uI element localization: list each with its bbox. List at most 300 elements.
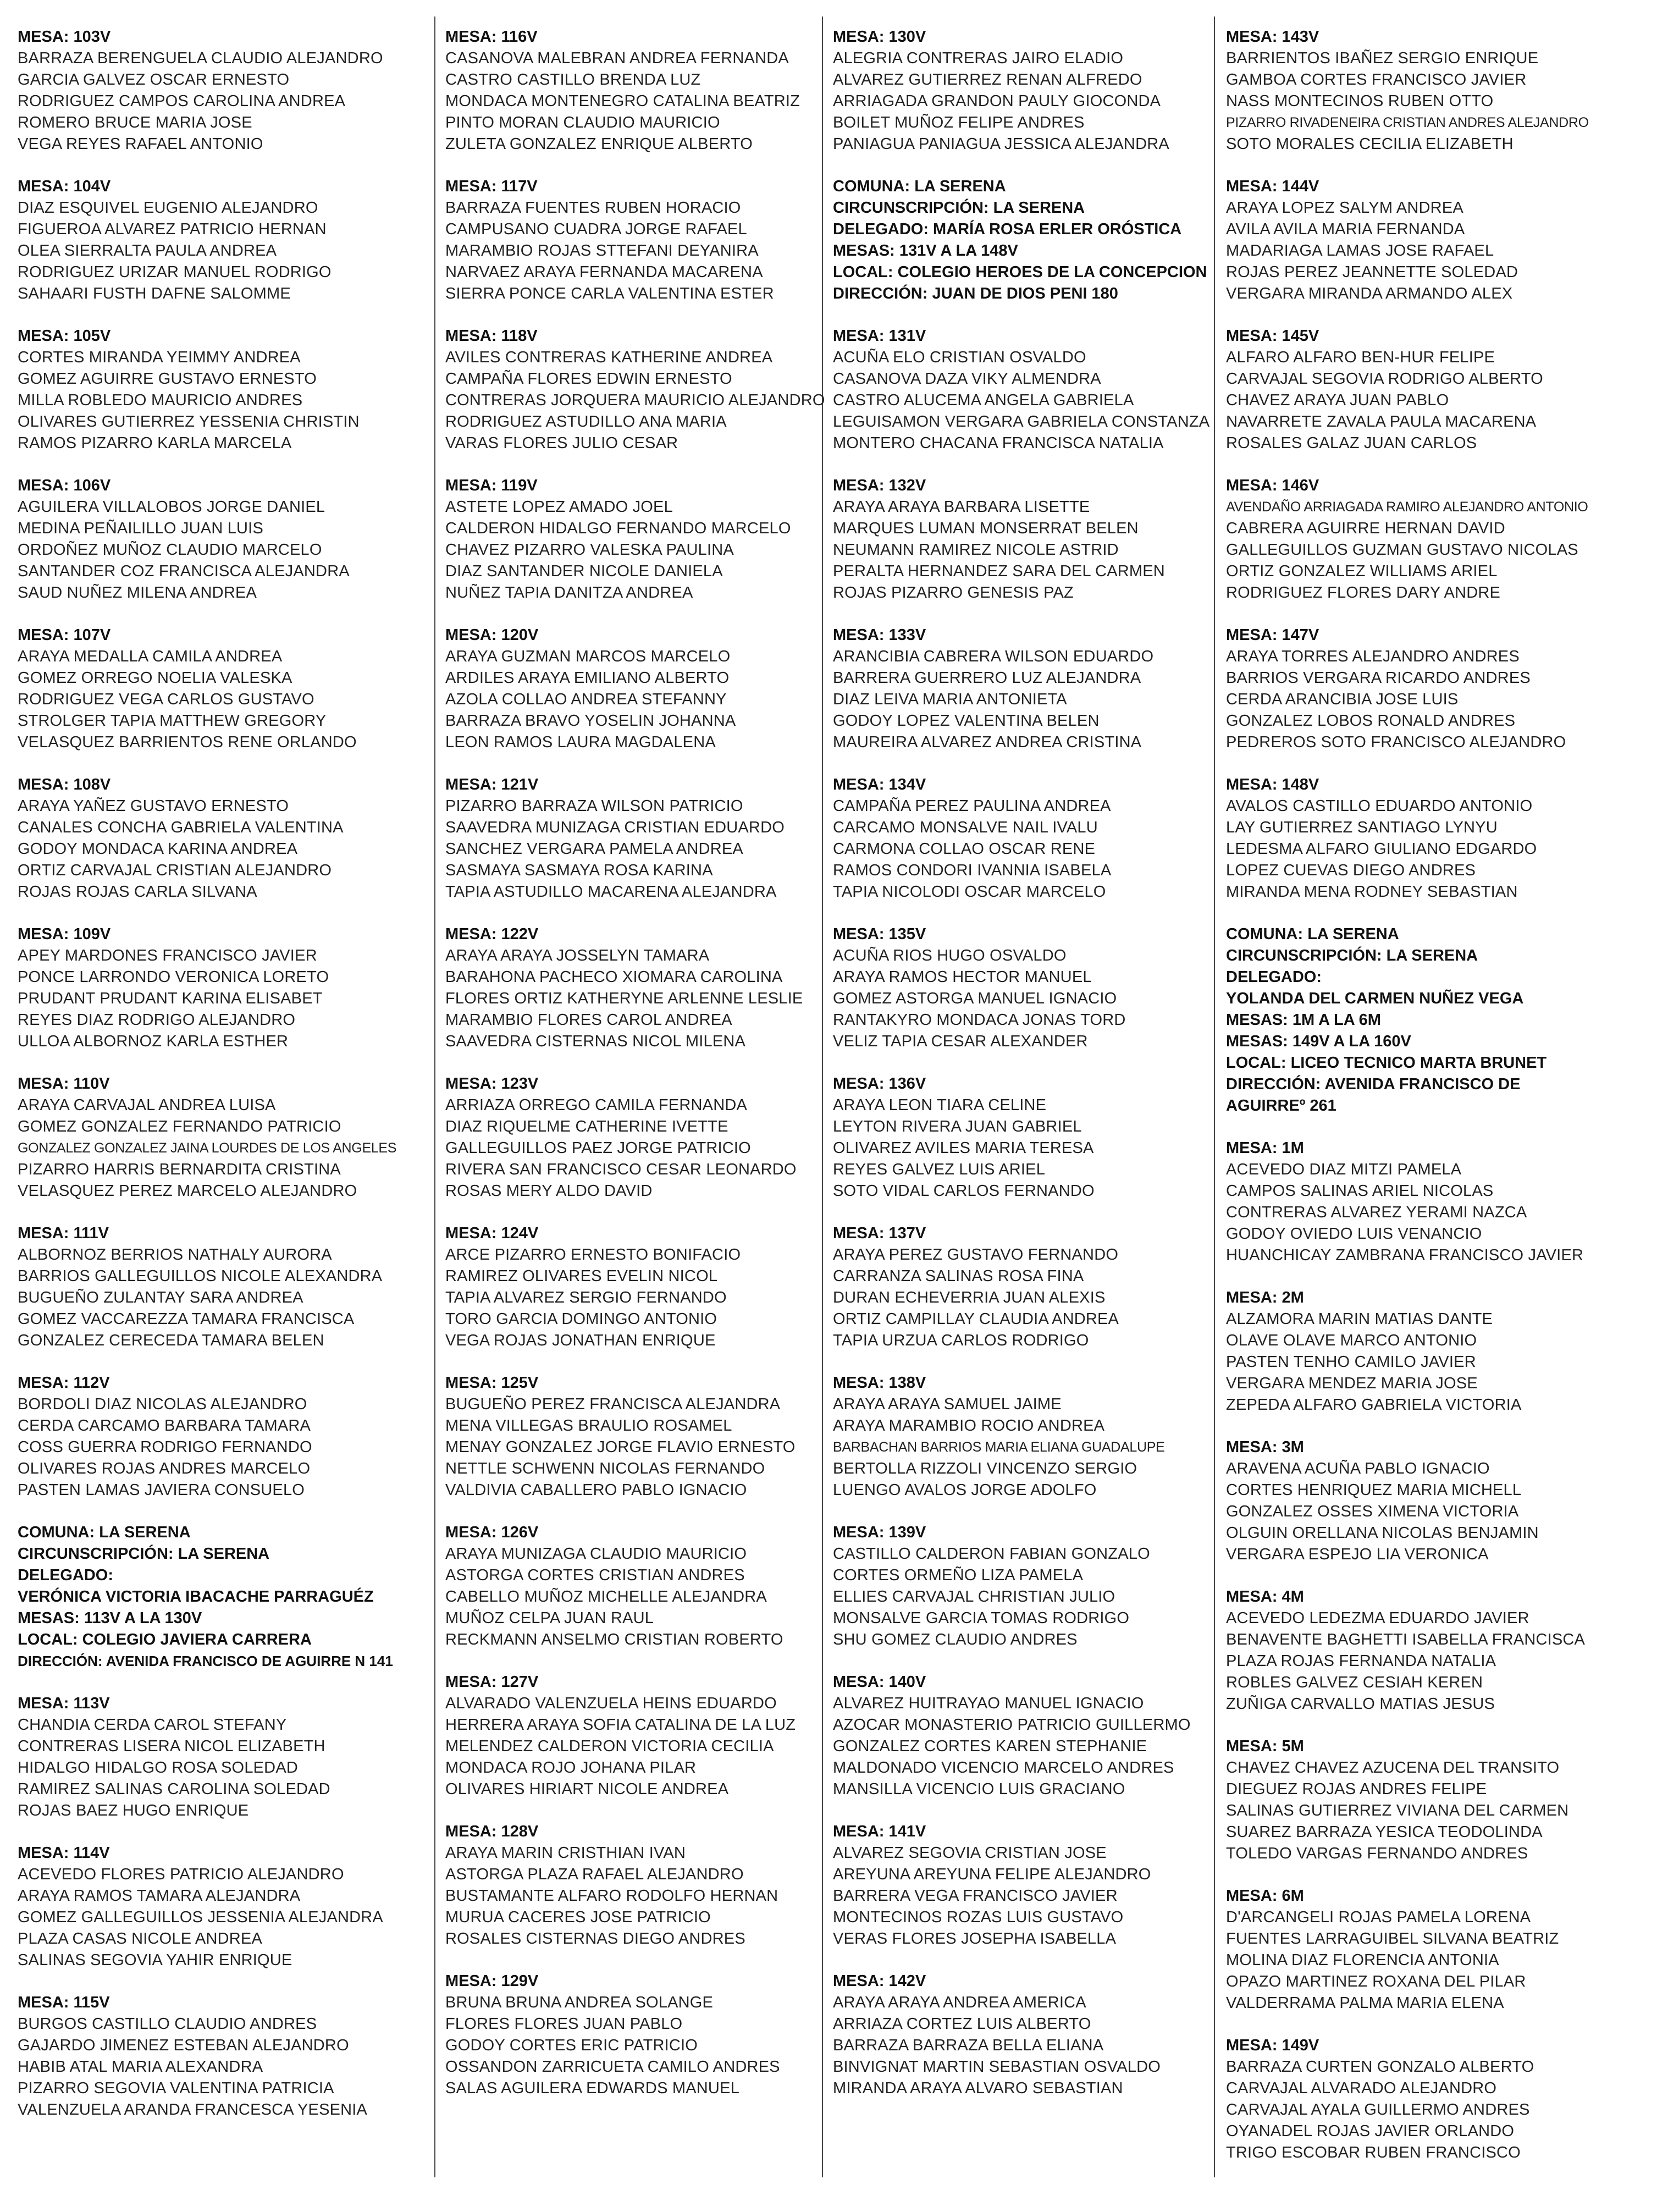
member-name: BARRAZA FUENTES RUBEN HORACIO: [445, 199, 741, 217]
member-name: DIAZ RIQUELME CATHERINE IVETTE: [445, 1118, 728, 1135]
mesa-block: [445, 1672, 830, 1800]
member-name: CASANOVA MALEBRAN ANDREA FERNANDA: [445, 49, 789, 67]
member-name: CHAVEZ PIZARRO VALESKA PAULINA: [445, 541, 734, 559]
member-name: GOMEZ ORREGO NOELIA VALESKA: [18, 669, 292, 687]
member-name: ROSAS MERY ALDO DAVID: [445, 1182, 653, 1200]
mesa-block: [1226, 1885, 1611, 2014]
mesa-block: [1226, 26, 1611, 155]
member-name: CORTES MIRANDA YEIMMY ANDREA: [18, 349, 301, 366]
mesa-block: [445, 326, 830, 454]
member-name: AREYUNA AREYUNA FELIPE ALEJANDRO: [833, 1866, 1151, 1883]
member-name: LEDESMA ALFARO GIULIANO EDGARDO: [1226, 840, 1537, 858]
member-name: CARVAJAL ALVARADO ALEJANDRO: [1226, 2079, 1497, 2097]
mesa-block: [1226, 1287, 1611, 1416]
mesa-block: [18, 1372, 402, 1501]
mesa-title: MESA: 119V: [445, 477, 538, 494]
member-name: MADARIAGA LAMAS JOSE RAFAEL: [1226, 242, 1494, 260]
member-name: GAJARDO JIMENEZ ESTEBAN ALEJANDRO: [18, 2037, 349, 2054]
member-name: DIAZ SANTANDER NICOLE DANIELA: [445, 562, 723, 580]
local-info-block: [833, 176, 1218, 305]
member-name: BINVIGNAT MARTIN SEBASTIAN OSVALDO: [833, 2058, 1161, 2076]
member-name: ALVAREZ SEGOVIA CRISTIAN JOSE: [833, 1844, 1107, 1862]
mesa-block: [445, 1372, 830, 1501]
member-name: OLAVE OLAVE MARCO ANTONIO: [1226, 1332, 1477, 1349]
member-name: ARDILES ARAYA EMILIANO ALBERTO: [445, 669, 730, 687]
member-name: BURGOS CASTILLO CLAUDIO ANDRES: [18, 2015, 317, 2033]
member-name: SALINAS SEGOVIA YAHIR ENRIQUE: [18, 1951, 292, 1969]
member-name: MELENDEZ CALDERON VICTORIA CECILIA: [445, 1737, 774, 1755]
mesa-title: MESA: 125V: [445, 1374, 539, 1392]
member-name: SAAVEDRA CISTERNAS NICOL MILENA: [445, 1033, 746, 1050]
mesa-title: MESA: 1M: [1226, 1139, 1304, 1157]
mesa-title: MESA: 124V: [445, 1224, 539, 1242]
member-name: OLIVARES ROJAS ANDRES MARCELO: [18, 1460, 311, 1477]
member-name: HIDALGO HIDALGO ROSA SOLEDAD: [18, 1759, 299, 1777]
member-name: CAMPAÑA FLORES EDWIN ERNESTO: [445, 370, 732, 388]
mesa-block: [833, 1073, 1218, 1202]
member-name: CAMPAÑA PEREZ PAULINA ANDREA: [833, 797, 1111, 815]
mesa-block: [833, 924, 1218, 1052]
mesa-title: MESA: 103V: [18, 28, 111, 46]
mesa-block: [445, 1223, 830, 1352]
member-name: NUÑEZ TAPIA DANITZA ANDREA: [445, 584, 693, 602]
mesa-title: MESA: 2M: [1226, 1289, 1304, 1306]
mesa-block: [445, 1971, 830, 2099]
member-name: VERGARA MENDEZ MARIA JOSE: [1226, 1375, 1478, 1392]
member-name: PLAZA CASAS NICOLE ANDREA: [18, 1930, 262, 1948]
member-name: GONZALEZ LOBOS RONALD ANDRES: [1226, 712, 1516, 730]
member-name: ROJAS ROJAS CARLA SILVANA: [18, 883, 257, 901]
member-name: ALVAREZ GUTIERREZ RENAN ALFREDO: [833, 71, 1142, 89]
member-name: MONDACA ROJO JOHANA PILAR: [445, 1759, 697, 1777]
member-name: AZOCAR MONASTERIO PATRICIO GUILLERMO: [833, 1716, 1191, 1734]
mesa-block: [833, 26, 1218, 155]
member-name: RIVERA SAN FRANCISCO CESAR LEONARDO: [445, 1161, 797, 1178]
local-info-line: YOLANDA DEL CARMEN NUÑEZ VEGA: [1226, 990, 1524, 1007]
member-name: TAPIA URZUA CARLOS RODRIGO: [833, 1332, 1089, 1349]
member-name: PINTO MORAN CLAUDIO MAURICIO: [445, 114, 720, 131]
member-name: ROBLES GALVEZ CESIAH KEREN: [1226, 1674, 1483, 1691]
member-name: SANTANDER COZ FRANCISCA ALEJANDRA: [18, 562, 350, 580]
member-name: HERRERA ARAYA SOFIA CATALINA DE LA LUZ: [445, 1716, 796, 1734]
local-info-line: DIRECCIÓN: AVENIDA FRANCISCO DE: [1226, 1075, 1521, 1093]
mesa-block: [1226, 774, 1611, 903]
member-name: MONTECINOS ROZAS LUIS GUSTAVO: [833, 1908, 1124, 1926]
member-name: ARRIAZA ORREGO CAMILA FERNANDA: [445, 1096, 748, 1114]
column-2: [445, 0, 830, 2212]
member-name: CERDA ARANCIBIA JOSE LUIS: [1226, 691, 1459, 708]
member-name: ALVARADO VALENZUELA HEINS EDUARDO: [445, 1695, 777, 1712]
local-info-line: LOCAL: COLEGIO JAVIERA CARRERA: [18, 1631, 312, 1648]
member-name: ARAYA ARAYA JOSSELYN TAMARA: [445, 947, 710, 964]
member-name: OLIVARES HIRIART NICOLE ANDREA: [445, 1780, 729, 1798]
local-info-line: CIRCUNSCRIPCIÓN: LA SERENA: [833, 199, 1085, 217]
member-name: ARAYA MUNIZAGA CLAUDIO MAURICIO: [445, 1545, 747, 1563]
member-name: MAUREIRA ALVAREZ ANDREA CRISTINA: [833, 733, 1142, 751]
member-name: OPAZO MARTINEZ ROXANA DEL PILAR: [1226, 1973, 1526, 1990]
member-name: CANALES CONCHA GABRIELA VALENTINA: [18, 819, 344, 836]
member-name: ARAYA TORRES ALEJANDRO ANDRES: [1226, 648, 1520, 665]
member-name: PIZARRO SEGOVIA VALENTINA PATRICIA: [18, 2079, 334, 2097]
mesa-title: MESA: 109V: [18, 925, 111, 943]
mesa-title: MESA: 107V: [18, 626, 111, 644]
member-name: MARQUES LUMAN MONSERRAT BELEN: [833, 520, 1139, 537]
member-name: ARAYA RAMOS TAMARA ALEJANDRA: [18, 1887, 301, 1905]
member-name: CHAVEZ CHAVEZ AZUCENA DEL TRANSITO: [1226, 1759, 1560, 1777]
mesa-title: MESA: 147V: [1226, 626, 1319, 644]
mesa-title: MESA: 111V: [18, 1224, 109, 1242]
member-name: TAPIA ASTUDILLO MACARENA ALEJANDRA: [445, 883, 777, 901]
mesa-block: [18, 1223, 402, 1352]
member-name: ELLIES CARVAJAL CHRISTIAN JULIO: [833, 1588, 1115, 1606]
member-name: VALDIVIA CABALLERO PABLO IGNACIO: [445, 1481, 747, 1499]
mesa-title: MESA: 123V: [445, 1075, 539, 1093]
member-name: ASTETE LOPEZ AMADO JOEL: [445, 498, 673, 516]
member-name: ARAYA ARAYA SAMUEL JAIME: [833, 1395, 1062, 1413]
member-name: ARAYA RAMOS HECTOR MANUEL: [833, 968, 1092, 986]
member-name: NEUMANN RAMIREZ NICOLE ASTRID: [833, 541, 1119, 559]
member-name: BARBACHAN BARRIOS MARIA ELIANA GUADALUPE: [833, 1439, 1165, 1455]
member-name: OLIVARES GUTIERREZ YESSENIA CHRISTIN: [18, 413, 360, 431]
member-name: CALDERON HIDALGO FERNANDO MARCELO: [445, 520, 791, 537]
member-name: BRUNA BRUNA ANDREA SOLANGE: [445, 1994, 714, 2011]
mesa-block: [833, 1223, 1218, 1352]
member-name: SANCHEZ VERGARA PAMELA ANDREA: [445, 840, 743, 858]
member-name: CASTRO ALUCEMA ANGELA GABRIELA: [833, 391, 1134, 409]
mesa-block: [833, 774, 1218, 903]
member-name: TAPIA ALVAREZ SERGIO FERNANDO: [445, 1289, 727, 1306]
member-name: RAMIREZ SALINAS CAROLINA SOLEDAD: [18, 1780, 330, 1798]
member-name: ARAYA CARVAJAL ANDREA LUISA: [18, 1096, 276, 1114]
member-name: ALFARO ALFARO BEN-HUR FELIPE: [1226, 349, 1495, 366]
column-4: [1226, 0, 1611, 2212]
member-name: DURAN ECHEVERRIA JUAN ALEXIS: [833, 1289, 1106, 1306]
member-name: CABRERA AGUIRRE HERNAN DAVID: [1226, 520, 1505, 537]
mesa-block: [1226, 625, 1611, 753]
member-name: LUENGO AVALOS JORGE ADOLFO: [833, 1481, 1097, 1499]
local-info-line: DIRECCIÓN: AVENIDA FRANCISCO DE AGUIRRE N 141: [18, 1653, 393, 1669]
member-name: PIZARRO BARRAZA WILSON PATRICIO: [445, 797, 743, 815]
member-name: DIAZ ESQUIVEL EUGENIO ALEJANDRO: [18, 199, 318, 217]
mesa-title: MESA: 105V: [18, 327, 111, 345]
member-name: FIGUEROA ALVAREZ PATRICIO HERNAN: [18, 220, 327, 238]
member-name: ACUÑA ELO CRISTIAN OSVALDO: [833, 349, 1086, 366]
mesa-title: MESA: 5M: [1226, 1737, 1304, 1755]
member-name: ZUÑIGA CARVALLO MATIAS JESUS: [1226, 1695, 1495, 1713]
member-name: CASTRO CASTILLO BRENDA LUZ: [445, 71, 701, 89]
member-name: ORDOÑEZ MUÑOZ CLAUDIO MARCELO: [18, 541, 322, 559]
member-name: ALEGRIA CONTRERAS JAIRO ELADIO: [833, 49, 1124, 67]
mesa-title: MESA: 133V: [833, 626, 926, 644]
local-info-line: COMUNA: LA SERENA: [18, 1524, 191, 1541]
member-name: VELASQUEZ PEREZ MARCELO ALEJANDRO: [18, 1182, 357, 1200]
member-name: ALVAREZ HUITRAYAO MANUEL IGNACIO: [833, 1695, 1144, 1712]
local-info-line: DELEGADO:: [18, 1566, 113, 1584]
member-name: RANTAKYRO MONDACA JONAS TORD: [833, 1011, 1126, 1029]
member-name: BUSTAMANTE ALFARO RODOLFO HERNAN: [445, 1887, 778, 1905]
member-name: MALDONADO VICENCIO MARCELO ANDRES: [833, 1759, 1174, 1777]
member-name: NARVAEZ ARAYA FERNANDA MACARENA: [445, 263, 763, 281]
member-name: ROMERO BRUCE MARIA JOSE: [18, 114, 252, 131]
member-name: RODRIGUEZ FLORES DARY ANDRE: [1226, 584, 1501, 602]
local-info-line: MESAS: 131V A LA 148V: [833, 242, 1018, 260]
local-info-line: LOCAL: COLEGIO HEROES DE LA CONCEPCION: [833, 263, 1207, 281]
mesa-block: [1226, 1437, 1611, 1565]
member-name: GODOY OVIEDO LUIS VENANCIO: [1226, 1225, 1482, 1243]
member-name: CORTES HENRIQUEZ MARIA MICHELL: [1226, 1481, 1522, 1499]
column-divider: [434, 16, 435, 2177]
member-name: PIZARRO RIVADENEIRA CRISTIAN ANDRES ALEJANDRO: [1226, 115, 1589, 130]
member-name: RECKMANN ANSELMO CRISTIAN ROBERTO: [445, 1631, 783, 1648]
member-name: AZOLA COLLAO ANDREA STEFANNY: [445, 691, 727, 708]
member-name: LEON RAMOS LAURA MAGDALENA: [445, 733, 716, 751]
member-name: MANSILLA VICENCIO LUIS GRACIANO: [833, 1780, 1125, 1798]
member-name: SAHAARI FUSTH DAFNE SALOMME: [18, 285, 291, 302]
member-name: ACEVEDO DIAZ MITZI PAMELA: [1226, 1161, 1462, 1178]
mesa-title: MESA: 122V: [445, 925, 539, 943]
member-name: SIERRA PONCE CARLA VALENTINA ESTER: [445, 285, 774, 302]
mesa-block: [1226, 475, 1611, 604]
member-name: PONCE LARRONDO VERONICA LORETO: [18, 968, 329, 986]
mesa-title: MESA: 118V: [445, 327, 538, 345]
member-name: GALLEGUILLOS GUZMAN GUSTAVO NICOLAS: [1226, 541, 1578, 559]
member-name: NETTLE SCHWENN NICOLAS FERNANDO: [445, 1460, 765, 1477]
member-name: HABIB ATAL MARIA ALEXANDRA: [18, 2058, 263, 2076]
member-name: ARAYA YAÑEZ GUSTAVO ERNESTO: [18, 797, 289, 815]
member-name: ARAYA LOPEZ SALYM ANDREA: [1226, 199, 1463, 217]
mesa-block: [18, 176, 402, 305]
mesa-block: [18, 475, 402, 604]
member-name: ARCE PIZARRO ERNESTO BONIFACIO: [445, 1246, 741, 1264]
member-name: CONTRERAS JORQUERA MAURICIO ALEJANDRO: [445, 391, 825, 409]
member-name: BARRERA VEGA FRANCISCO JAVIER: [833, 1887, 1118, 1905]
mesa-title: MESA: 145V: [1226, 327, 1319, 345]
mesa-block: [445, 774, 830, 903]
member-name: MIRANDA MENA RODNEY SEBASTIAN: [1226, 883, 1518, 901]
member-name: DIAZ LEIVA MARIA ANTONIETA: [833, 691, 1067, 708]
member-name: AVILES CONTRERAS KATHERINE ANDREA: [445, 349, 773, 366]
mesa-title: MESA: 134V: [833, 776, 926, 793]
mesa-block: [833, 475, 1218, 604]
member-name: TOLEDO VARGAS FERNANDO ANDRES: [1226, 1845, 1528, 1862]
member-name: SAAVEDRA MUNIZAGA CRISTIAN EDUARDO: [445, 819, 785, 836]
local-info-line: MESAS: 149V A LA 160V: [1226, 1033, 1411, 1050]
member-name: CASANOVA DAZA VIKY ALMENDRA: [833, 370, 1101, 388]
member-name: BARRAZA BARRAZA BELLA ELIANA: [833, 2037, 1104, 2054]
member-name: ARAYA MEDALLA CAMILA ANDREA: [18, 648, 283, 665]
member-name: GOMEZ ASTORGA MANUEL IGNACIO: [833, 990, 1117, 1007]
member-name: ARAYA MARAMBIO ROCIO ANDREA: [833, 1417, 1105, 1435]
member-name: ROJAS PIZARRO GENESIS PAZ: [833, 584, 1074, 602]
member-name: OLGUIN ORELLANA NICOLAS BENJAMIN: [1226, 1524, 1539, 1542]
member-name: ROSALES CISTERNAS DIEGO ANDRES: [445, 1930, 745, 1948]
member-name: ULLOA ALBORNOZ KARLA ESTHER: [18, 1033, 289, 1050]
member-name: GONZALEZ CORTES KAREN STEPHANIE: [833, 1737, 1147, 1755]
local-info-line: AGUIRREº 261: [1226, 1097, 1336, 1115]
mesa-title: MESA: 116V: [445, 28, 538, 46]
member-name: PERALTA HERNANDEZ SARA DEL CARMEN: [833, 562, 1165, 580]
member-name: CASTILLO CALDERON FABIAN GONZALO: [833, 1545, 1150, 1563]
local-info-line: VERÓNICA VICTORIA IBACACHE PARRAGUÉZ: [18, 1588, 374, 1606]
mesa-block: [445, 924, 830, 1052]
mesa-title: MESA: 104V: [18, 178, 111, 195]
member-name: RAMIREZ OLIVARES EVELIN NICOL: [445, 1267, 718, 1285]
member-name: VALDERRAMA PALMA MARIA ELENA: [1226, 1994, 1504, 2012]
mesa-block: [833, 1821, 1218, 1950]
member-name: ALZAMORA MARIN MATIAS DANTE: [1226, 1310, 1493, 1328]
member-name: SALAS AGUILERA EDWARDS MANUEL: [445, 2079, 739, 2097]
mesa-title: MESA: 132V: [833, 477, 926, 494]
mesa-title: MESA: 114V: [18, 1844, 110, 1862]
local-info-line: CIRCUNSCRIPCIÓN: LA SERENA: [1226, 947, 1478, 964]
member-name: CHANDIA CERDA CAROL STEFANY: [18, 1716, 287, 1734]
member-name: LOPEZ CUEVAS DIEGO ANDRES: [1226, 862, 1476, 879]
member-name: ARAVENA ACUÑA PABLO IGNACIO: [1226, 1460, 1490, 1477]
mesa-title: MESA: 112V: [18, 1374, 110, 1392]
member-name: CONTRERAS ALVAREZ YERAMI NAZCA: [1226, 1204, 1527, 1221]
member-name: MUÑOZ CELPA JUAN RAUL: [445, 1609, 654, 1627]
member-name: ORTIZ CARVAJAL CRISTIAN ALEJANDRO: [18, 862, 332, 879]
member-name: MURUA CACERES JOSE PATRICIO: [445, 1908, 711, 1926]
member-name: GAMBOA CORTES FRANCISCO JAVIER: [1226, 71, 1527, 89]
member-name: ARAYA MARIN CRISTHIAN IVAN: [445, 1844, 686, 1862]
member-name: FUENTES LARRAGUIBEL SILVANA BEATRIZ: [1226, 1930, 1559, 1948]
mesa-title: MESA: 142V: [833, 1972, 926, 1990]
member-name: ZEPEDA ALFARO GABRIELA VICTORIA: [1226, 1396, 1522, 1414]
member-name: VELASQUEZ BARRIENTOS RENE ORLANDO: [18, 733, 357, 751]
mesa-block: [1226, 1138, 1611, 1266]
member-name: BORDOLI DIAZ NICOLAS ALEJANDRO: [18, 1395, 307, 1413]
local-info-line: DELEGADO:: [1226, 968, 1322, 986]
member-name: ZULETA GONZALEZ ENRIQUE ALBERTO: [445, 135, 753, 153]
member-name: AGUILERA VILLALOBOS JORGE DANIEL: [18, 498, 325, 516]
member-name: MILLA ROBLEDO MAURICIO ANDRES: [18, 391, 303, 409]
mesa-title: MESA: 110V: [18, 1075, 110, 1093]
mesa-block: [445, 1821, 830, 1950]
member-name: ROJAS PEREZ JEANNETTE SOLEDAD: [1226, 263, 1518, 281]
member-name: CARRANZA SALINAS ROSA FINA: [833, 1267, 1084, 1285]
mesa-title: MESA: 137V: [833, 1224, 926, 1242]
member-name: LEYTON RIVERA JUAN GABRIEL: [833, 1118, 1082, 1135]
mesa-title: MESA: 139V: [833, 1524, 926, 1541]
mesa-title: MESA: 126V: [445, 1524, 539, 1541]
mesa-title: MESA: 136V: [833, 1075, 926, 1093]
member-name: RAMOS CONDORI IVANNIA ISABELA: [833, 862, 1112, 879]
member-name: CARVAJAL AYALA GUILLERMO ANDRES: [1226, 2101, 1530, 2119]
member-name: PLAZA ROJAS FERNANDA NATALIA: [1226, 1652, 1496, 1670]
member-name: RODRIGUEZ CAMPOS CAROLINA ANDREA: [18, 92, 346, 110]
member-name: LEGUISAMON VERGARA GABRIELA CONSTANZA: [833, 413, 1210, 431]
member-name: ORTIZ CAMPILLAY CLAUDIA ANDREA: [833, 1310, 1119, 1328]
column-3: [833, 0, 1218, 2212]
member-name: APEY MARDONES FRANCISCO JAVIER: [18, 947, 317, 964]
member-name: REYES GALVEZ LUIS ARIEL: [833, 1161, 1046, 1178]
member-name: AVILA AVILA MARIA FERNANDA: [1226, 220, 1465, 238]
mesa-title: MESA: 144V: [1226, 178, 1319, 195]
mesa-block: [18, 1073, 402, 1202]
member-name: BARRAZA BRAVO YOSELIN JOHANNA: [445, 712, 736, 730]
member-name: CABELLO MUÑOZ MICHELLE ALEJANDRA: [445, 1588, 767, 1606]
member-name: PASTEN TENHO CAMILO JAVIER: [1226, 1353, 1476, 1371]
mesa-title: MESA: 148V: [1226, 776, 1319, 793]
local-info-line: DELEGADO: MARÍA ROSA ERLER ORÓSTICA: [833, 220, 1182, 238]
member-name: CERDA CARCAMO BARBARA TAMARA: [18, 1417, 311, 1435]
mesa-block: [445, 176, 830, 305]
local-info-line: LOCAL: LICEO TECNICO MARTA BRUNET: [1226, 1054, 1547, 1072]
member-name: GODOY CORTES ERIC PATRICIO: [445, 2037, 698, 2054]
member-name: GOMEZ GONZALEZ FERNANDO PATRICIO: [18, 1118, 341, 1135]
mesa-title: MESA: 6M: [1226, 1887, 1304, 1905]
member-name: CARMONA COLLAO OSCAR RENE: [833, 840, 1096, 858]
member-name: MEDINA PEÑAILILLO JUAN LUIS: [18, 520, 263, 537]
mesa-block: [18, 1693, 402, 1822]
member-name: REYES DIAZ RODRIGO ALEJANDRO: [18, 1011, 296, 1029]
column-1: [18, 0, 402, 2212]
member-name: GOMEZ VACCAREZZA TAMARA FRANCISCA: [18, 1310, 355, 1328]
mesa-block: [18, 1992, 402, 2121]
member-name: BARRIOS VERGARA RICARDO ANDRES: [1226, 669, 1531, 687]
mesa-title: MESA: 129V: [445, 1972, 539, 1990]
mesa-title: MESA: 4M: [1226, 1588, 1304, 1606]
member-name: ACEVEDO FLORES PATRICIO ALEJANDRO: [18, 1866, 344, 1883]
member-name: ACUÑA RIOS HUGO OSVALDO: [833, 947, 1067, 964]
mesa-block: [18, 26, 402, 155]
mesa-title: MESA: 146V: [1226, 477, 1319, 494]
member-name: SOTO MORALES CECILIA ELIZABETH: [1226, 135, 1514, 153]
member-name: FLORES ORTIZ KATHERYNE ARLENNE LESLIE: [445, 990, 803, 1007]
member-name: BUGUEÑO ZULANTAY SARA ANDREA: [18, 1289, 303, 1306]
member-name: ROSALES GALAZ JUAN CARLOS: [1226, 434, 1477, 452]
member-name: AVENDAÑO ARRIAGADA RAMIRO ALEJANDRO ANTONIO: [1226, 499, 1588, 515]
mesa-block: [18, 774, 402, 903]
member-name: ARAYA LEON TIARA CELINE: [833, 1096, 1047, 1114]
member-name: BOILET MUÑOZ FELIPE ANDRES: [833, 114, 1085, 131]
member-name: SOTO VIDAL CARLOS FERNANDO: [833, 1182, 1095, 1200]
member-name: VEGA REYES RAFAEL ANTONIO: [18, 135, 263, 153]
member-name: NAVARRETE ZAVALA PAULA MACARENA: [1226, 413, 1537, 431]
member-name: D'ARCANGELI ROJAS PAMELA LORENA: [1226, 1908, 1531, 1926]
local-info-line: DIRECCIÓN: JUAN DE DIOS PENI 180: [833, 285, 1118, 302]
member-name: MONTERO CHACANA FRANCISCA NATALIA: [833, 434, 1164, 452]
member-name: BARRIOS GALLEGUILLOS NICOLE ALEXANDRA: [18, 1267, 383, 1285]
member-name: VARAS FLORES JULIO CESAR: [445, 434, 678, 452]
local-info-line: CIRCUNSCRIPCIÓN: LA SERENA: [18, 1545, 270, 1563]
mesa-block: [445, 625, 830, 753]
member-name: ARRIAZA CORTEZ LUIS ALBERTO: [833, 2015, 1091, 2033]
member-name: TAPIA NICOLODI OSCAR MARCELO: [833, 883, 1106, 901]
member-name: PEDREROS SOTO FRANCISCO ALEJANDRO: [1226, 733, 1566, 751]
mesa-block: [18, 924, 402, 1052]
member-name: LAY GUTIERREZ SANTIAGO LYNYU: [1226, 819, 1498, 836]
member-name: CONTRERAS LISERA NICOL ELIZABETH: [18, 1737, 325, 1755]
member-name: SAUD NUÑEZ MILENA ANDREA: [18, 584, 257, 602]
mesa-block: [833, 326, 1218, 454]
mesa-block: [445, 26, 830, 155]
local-info-line: MESAS: 113V A LA 130V: [18, 1609, 202, 1627]
member-name: CARCAMO MONSALVE NAIL IVALU: [833, 819, 1098, 836]
member-name: GOMEZ GALLEGUILLOS JESSENIA ALEJANDRA: [18, 1908, 383, 1926]
member-name: ROJAS BAEZ HUGO ENRIQUE: [18, 1802, 249, 1819]
member-name: PRUDANT PRUDANT KARINA ELISABET: [18, 990, 323, 1007]
mesa-title: MESA: 138V: [833, 1374, 926, 1392]
member-name: COSS GUERRA RODRIGO FERNANDO: [18, 1438, 312, 1456]
member-name: TORO GARCIA DOMINGO ANTONIO: [445, 1310, 717, 1328]
member-name: GONZALEZ OSSES XIMENA VICTORIA: [1226, 1503, 1519, 1520]
mesa-block: [18, 625, 402, 753]
local-info-line: COMUNA: LA SERENA: [1226, 925, 1399, 943]
member-name: ALBORNOZ BERRIOS NATHALY AURORA: [18, 1246, 332, 1264]
member-name: MONDACA MONTENEGRO CATALINA BEATRIZ: [445, 92, 800, 110]
